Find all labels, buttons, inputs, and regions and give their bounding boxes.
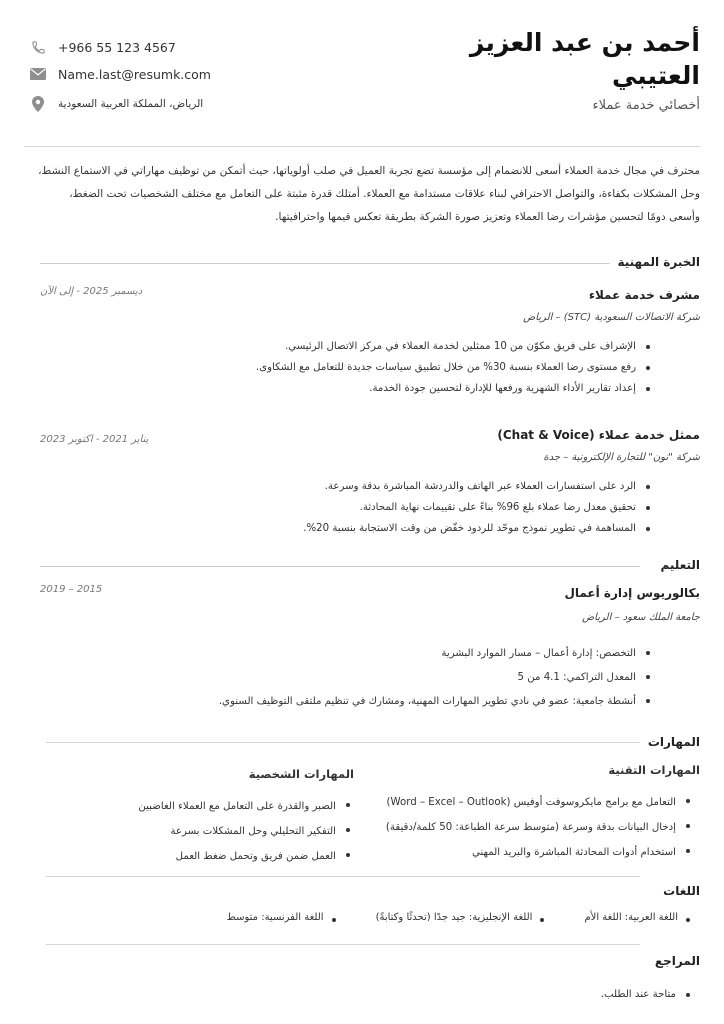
list-item: التفكير التحليلي وحل المشكلات بسرعة	[138, 819, 354, 844]
education-divider	[40, 566, 640, 567]
phone-text: +966 55 123 4567	[58, 39, 176, 55]
list-item: تحقيق معدل رضا عملاء بلغ 96% بناءً على تقييمات نهاية المحادثة.	[303, 497, 654, 518]
list-item: الصبر والقدرة على التعامل مع العملاء الغاضبين	[138, 794, 354, 819]
header-divider	[24, 146, 700, 147]
job-2-role: ممثل خدمة عملاء (Chat & Voice)	[497, 428, 700, 442]
location-text: الرياض، المملكة العربية السعودية	[58, 98, 204, 110]
list-item: أنشطة جامعية: عضو في نادي تطوير المهارات المهنية، ومشارك في تنظيم ملتقى التوظيف السنوي.	[219, 690, 654, 714]
education-bullets	[219, 642, 654, 714]
list-item: المعدل التراكمي: 4.1 من 5	[219, 666, 654, 690]
summary-line-3: وأسعى دومًا لتحسين مؤشرات رضا العملاء وتعزيز صورة الشركة بطريقة تعكس قيمها واحترافيتها.	[275, 211, 700, 223]
phone-icon	[30, 39, 46, 55]
references-top-divider	[46, 944, 640, 945]
personal-skills-title: المهارات الشخصية	[248, 767, 354, 781]
job-2-date: يناير 2021 - اكتوبر 2023	[40, 434, 149, 445]
job-2-bullets	[303, 476, 654, 539]
language-item: اللغة العربية: اللغة الأم	[584, 912, 694, 923]
contact-location	[30, 93, 203, 115]
list-item: استخدام أدوات المحادثة المباشرة والبريد المهني	[386, 840, 694, 865]
languages-top-divider	[46, 876, 640, 877]
languages-list	[191, 912, 694, 923]
contact-email[interactable]	[30, 63, 211, 85]
job-2-company: شركة "نون" للتجارة الإلكترونية – جدة	[543, 452, 700, 463]
degree-title: بكالوريوس إدارة أعمال	[564, 586, 700, 600]
contact-phone[interactable]	[30, 36, 176, 58]
list-item: التخصص: إدارة أعمال – مسار الموارد البشرية	[219, 642, 654, 666]
language-item: اللغة الفرنسية: متوسط	[227, 912, 340, 923]
professional-summary	[24, 160, 700, 229]
list-item: رفع مستوى رضا العملاء بنسبة 30% من خلال تطبيق سياسات جديدة للتعامل مع الشكاوى.	[256, 357, 654, 378]
references-section-title: المراجع	[654, 954, 700, 968]
summary-line-2: وحل المشكلات بكفاءة، والتواصل الاحترافي لبناء علاقات مستدامة مع العملاء. أمتلك قدرة مثبتة على التعامل مع مختلف الشخصيات تحت الضغط،	[69, 188, 700, 200]
university-name: جامعة الملك سعود – الرياض	[582, 612, 700, 623]
skills-section-title: المهارات	[647, 735, 700, 749]
job-1-role: مشرف خدمة عملاء	[588, 288, 700, 302]
language-item: اللغة الإنجليزية: جيد جدًا (تحدثًا وكتابةً)	[376, 912, 549, 923]
job-title: أخصائي خدمة عملاء	[592, 98, 700, 113]
technical-skills-list	[386, 790, 694, 865]
list-item: إدخال البيانات بدقة وسرعة (متوسط سرعة الطباعة: 50 كلمة/دقيقة)	[386, 815, 694, 840]
technical-skills-title: المهارات التقنية	[608, 763, 700, 777]
list-item: المساهمة في تطوير نموذج موحّد للردود خفّض من وقت الاستجابة بنسبة 20%.	[303, 518, 654, 539]
job-1-date: ديسمبر 2025 - إلى الآن	[40, 286, 143, 297]
job-1-company: شركة الاتصالات السعودية (STC) – الرياض	[523, 312, 700, 323]
list-item: الرد على استفسارات العملاء عبر الهاتف والدردشة المباشرة بدقة وسرعة.	[303, 476, 654, 497]
personal-skills-list	[138, 794, 354, 869]
candidate-name-line1: أحمد بن عبد العزيز	[469, 28, 700, 57]
references-list	[601, 984, 694, 1005]
candidate-name	[400, 26, 700, 92]
list-item: التعامل مع برامج مايكروسوفت أوفيس (Word – Excel – Outlook)	[386, 790, 694, 815]
email-text: Name.last@resumk.com	[58, 66, 211, 82]
job-1-bullets	[256, 336, 654, 399]
languages-section-title: اللغات	[663, 884, 700, 898]
skills-top-divider	[46, 742, 640, 743]
education-section-title: التعليم	[660, 558, 700, 572]
experience-section-title: الخبرة المهنية	[617, 255, 700, 269]
email-icon	[30, 66, 46, 82]
experience-divider	[40, 263, 610, 264]
candidate-name-line2: العتيبي	[612, 61, 700, 90]
location-pin-icon	[30, 96, 46, 112]
list-item: الإشراف على فريق مكوّن من 10 ممثلين لخدمة العملاء في مركز الاتصال الرئيسي.	[256, 336, 654, 357]
list-item: متاحة عند الطلب.	[601, 984, 694, 1005]
summary-line-1: محترف في مجال خدمة العملاء أسعى للانضمام إلى مؤسسة تضع تجربة العميل في صلب أولوياتها، حيث أتمكن من توظيف مهاراتي في الاستماع النشط،	[38, 165, 700, 177]
education-date: 2015 – 2019	[40, 584, 103, 595]
list-item: إعداد تقارير الأداء الشهرية ورفعها للإدارة لتحسين جودة الخدمة.	[256, 378, 654, 399]
list-item: العمل ضمن فريق وتحمل ضغط العمل	[138, 844, 354, 869]
